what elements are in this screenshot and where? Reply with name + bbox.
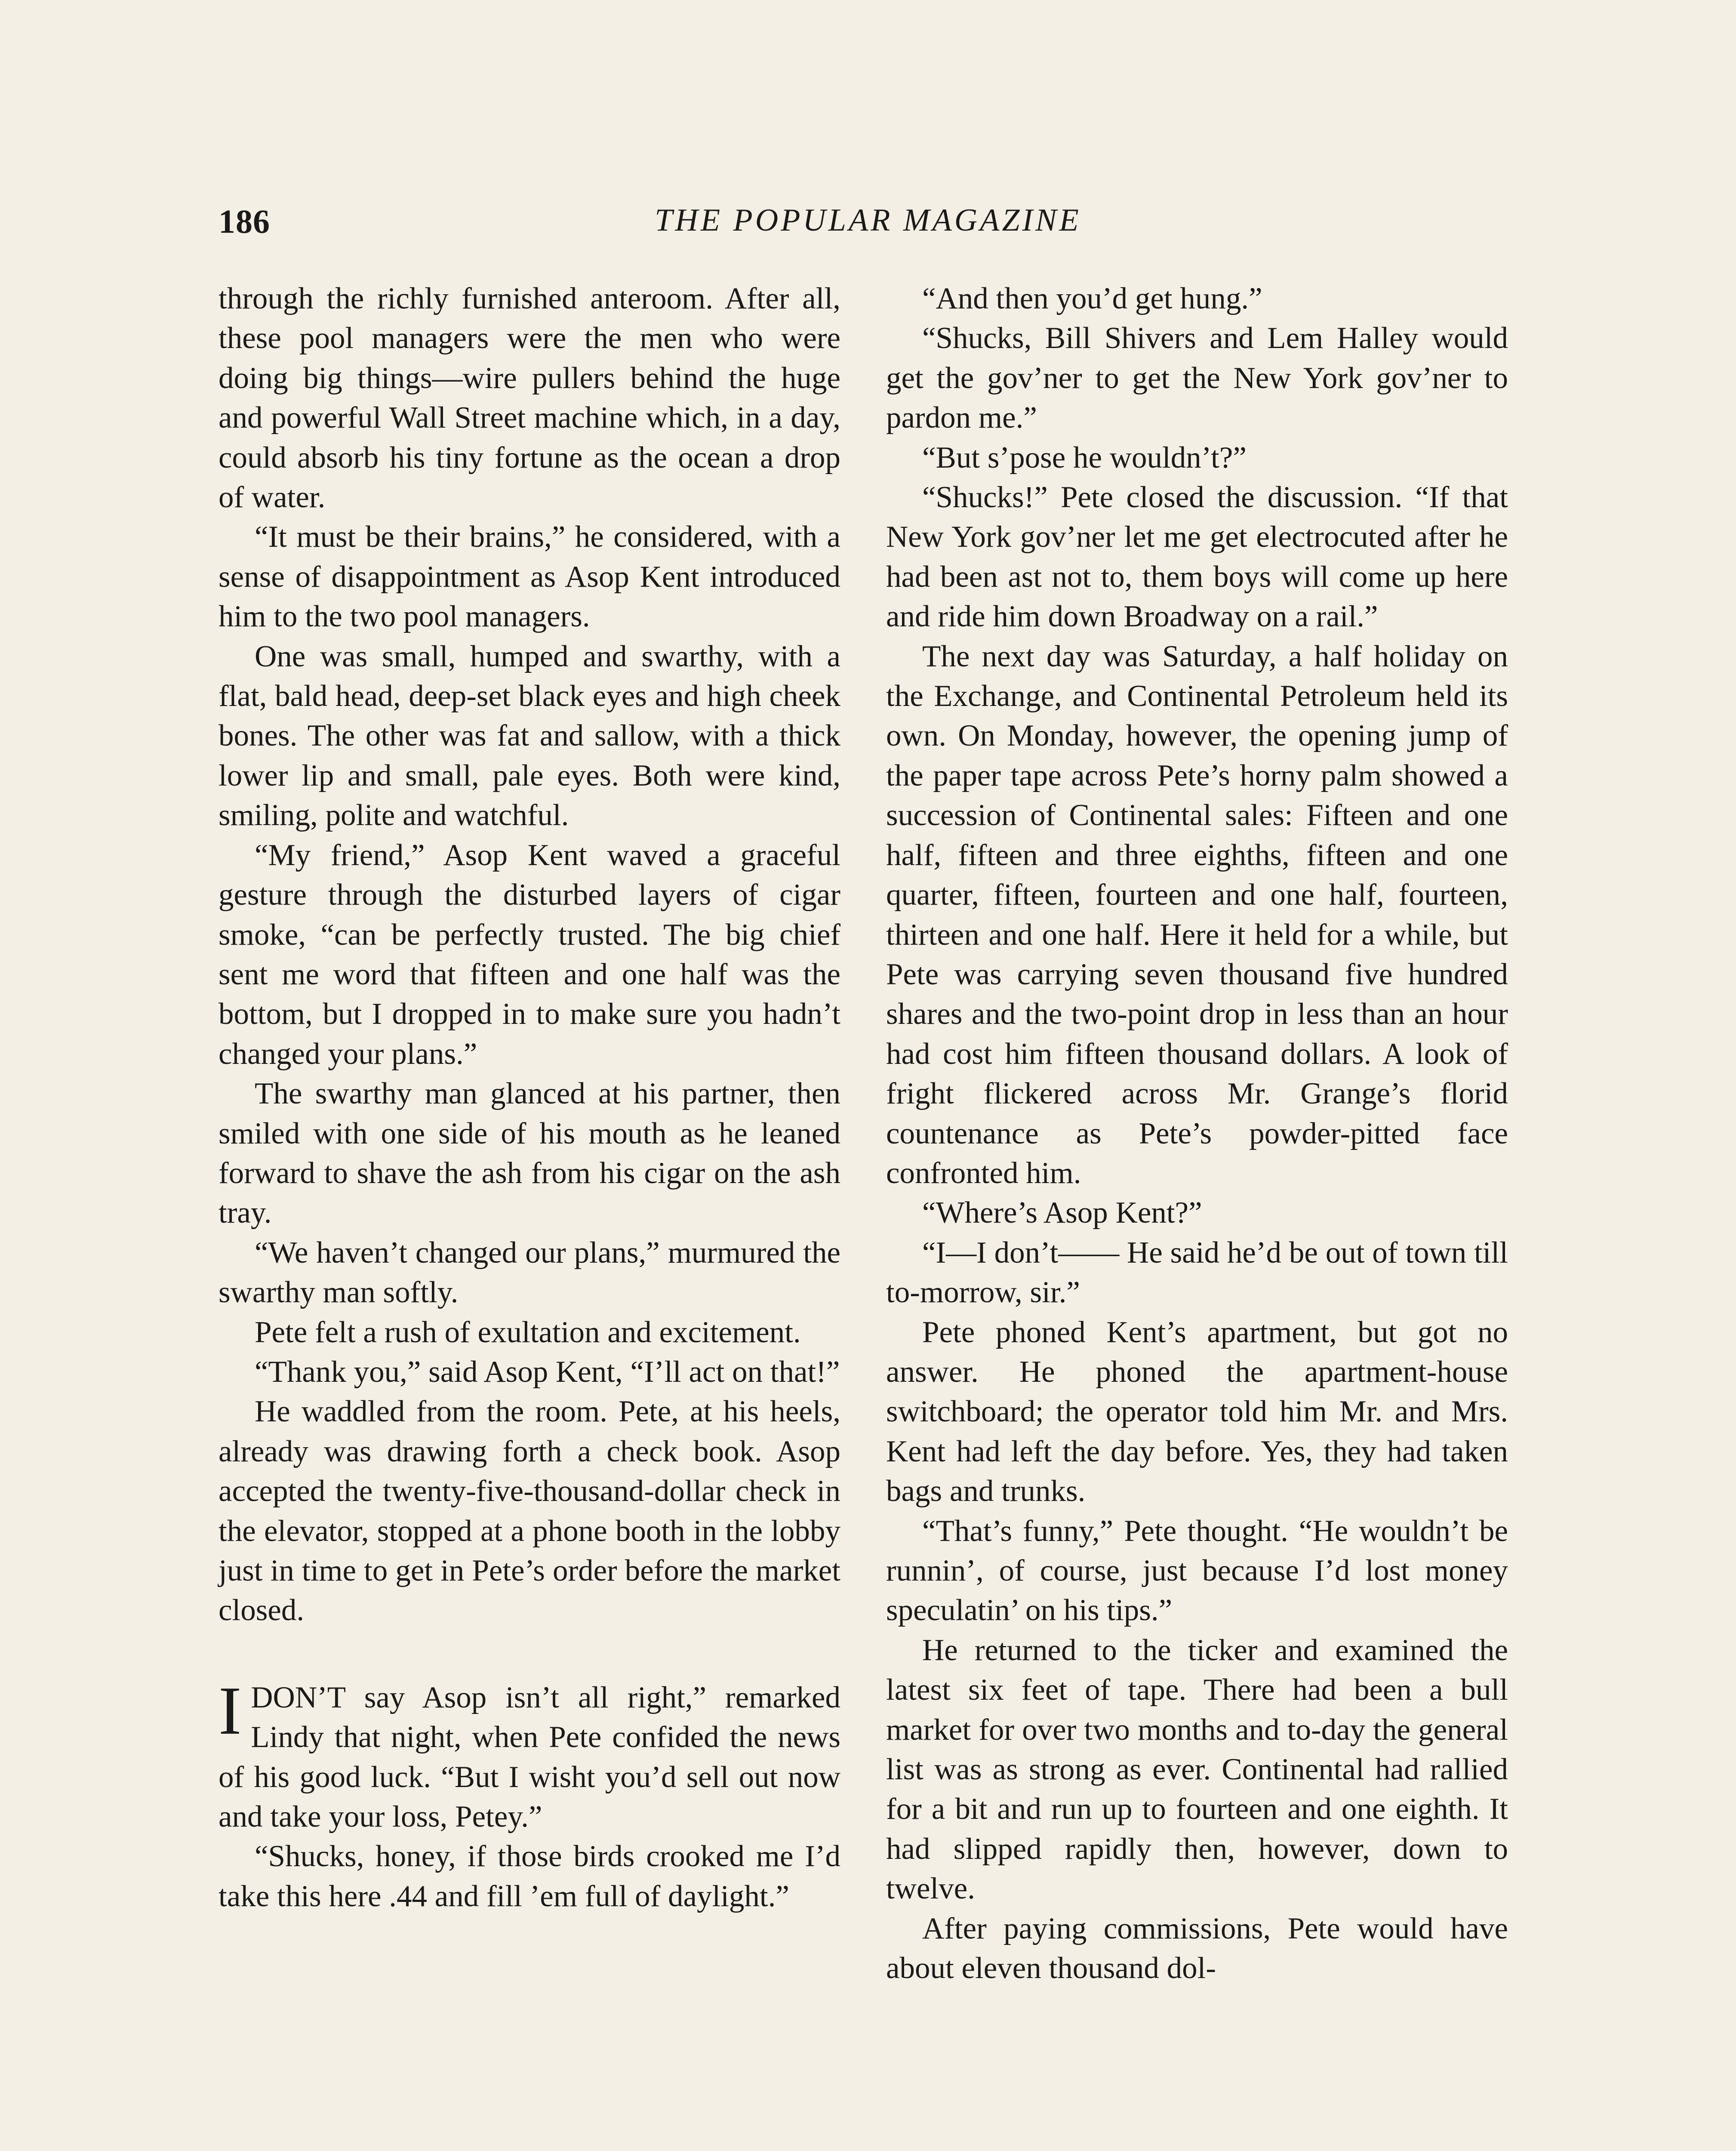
paragraph: “Shucks, honey, if those birds crooked me I’d take this here .44 and fill ’em full of daylight.” bbox=[219, 1840, 840, 1913]
page-number: 186 bbox=[219, 203, 270, 240]
paragraph: “We haven’t changed our plans,” murmured the swarthy man softly. bbox=[219, 1236, 840, 1310]
paragraph: “Where’s Asop Kent?” bbox=[922, 1196, 1202, 1230]
right-column bbox=[886, 279, 1508, 1988]
paragraph: He returned to the ticker and examined the latest six feet of tape. There had been a bull market for over two months and to-day the general list was as strong as ever. Continental had rallied for a bit and run up to fourteen and one eighth. It had slipped rapidly then, however, down to twelve. bbox=[886, 1633, 1508, 1906]
running-title: THE POPULAR MAGAZINE bbox=[655, 203, 1081, 238]
paragraph: Pete felt a rush of exultation and excitement. bbox=[255, 1315, 801, 1349]
left-column bbox=[219, 279, 840, 1916]
paragraph: “Shucks, Bill Shivers and Lem Halley would get the gov’ner to get the New York gov’ner to pardon me.” bbox=[886, 321, 1508, 435]
paragraph: Pete phoned Kent’s apartment, but got no answer. He phoned the apartment-house switchboard; the operator told him Mr. and Mrs. Kent had left the day before. Yes, they had taken bags and trunks. bbox=[886, 1315, 1508, 1508]
paragraph: He waddled from the room. Pete, at his heels, already was drawing forth a check book. Asop accepted the twenty-five-thousand-dollar check in the elevator, stopped at a phone booth in the lobby just in time to get in Pete’s order before the market closed. bbox=[219, 1395, 840, 1627]
paragraph: “But s’pose he wouldn’t?” bbox=[922, 441, 1247, 475]
paragraph: through the richly furnished anteroom. After all, these pool managers were the men who were doing big things—wire pullers behind the huge and powerful Wall Street machine which, in a day, could absorb his tiny fortune as the ocean a drop of water. bbox=[219, 282, 840, 515]
paragraph: The swarthy man glanced at his partner, then smiled with one side of his mouth as he leaned forward to shave the ash from his cigar on the ash tray. bbox=[219, 1077, 840, 1230]
section-break bbox=[219, 1630, 840, 1678]
paragraph: After paying commissions, Pete would have about eleven thousand dol- bbox=[886, 1911, 1508, 1985]
page-header bbox=[219, 202, 1517, 250]
section-opening-paragraph bbox=[219, 1672, 840, 1837]
paragraph: “Shucks!” Pete closed the discussion. “If that New York gov’ner let me get electrocuted after he had been ast not to, them boys will come up here and ride him down Broadway on a rail.” bbox=[886, 481, 1508, 634]
drop-cap: I bbox=[219, 1672, 242, 1749]
paragraph: One was small, humped and swarthy, with a flat, bald head, deep-set black eyes and high cheek bones. The other was fat and sallow, with a thick lower lip and small, pale eyes. Both were kind, smiling, polite and watchful. bbox=[219, 639, 840, 832]
paragraph: “My friend,” Asop Kent waved a graceful gesture through the disturbed layers of cigar smoke, “can be perfectly trusted. The big chief sent me word that fifteen and one half was the bottom, but I dropped in to make sure you hadn’t changed your plans.” bbox=[219, 838, 840, 1071]
paragraph: “Thank you,” said Asop Kent, “I’ll act on that!” bbox=[255, 1355, 840, 1389]
paragraph: “I—I don’t—— He said he’d be out of town till to-morrow, sir.” bbox=[886, 1236, 1508, 1310]
paragraph: The next day was Saturday, a half holiday on the Exchange, and Continental Petroleum held its own. On Monday, however, the opening jump of the paper tape across Pete’s horny palm showed a succession of Continental sales: Fifteen and one half, fifteen and three eighths, fifteen and one quarter, fifteen, fourteen and one half, fourteen, thirteen and one half. Here it held for a while, but Pete was carrying seven thousand five hundred shares and the two-point drop in less than an hour had cost him fifteen thousand dollars. A look of fright flickered across Mr. Grange’s florid countenance as Pete’s powder-pitted face confronted him. bbox=[886, 639, 1508, 1190]
paragraph: “It must be their brains,” he considered, with a sense of disappointment as Asop Kent introduced him to the two pool managers. bbox=[219, 520, 840, 634]
paragraph: “That’s funny,” Pete thought. “He wouldn’t be runnin’, of course, just because I’d lost money speculatin’ on his tips.” bbox=[886, 1514, 1508, 1627]
section-opening-text: DON’T say Asop isn’t all right,” remarked Lindy that night, when Pete confided the news of his good luck. “But I wisht you’d sell out now and take your loss, Petey.” bbox=[219, 1680, 840, 1834]
paragraph: “And then you’d get hung.” bbox=[922, 282, 1262, 315]
